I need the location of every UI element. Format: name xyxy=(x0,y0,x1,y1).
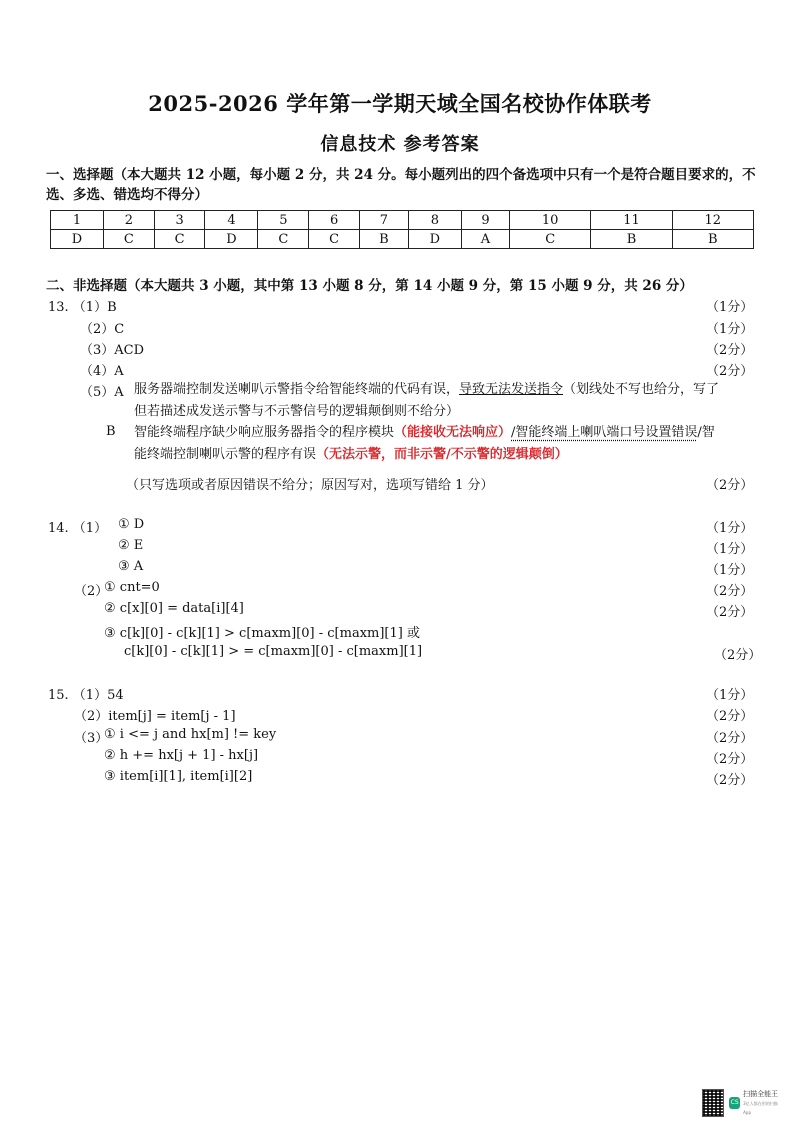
q14-part1-a-answer: ① D xyxy=(118,517,145,532)
q13-part5-b-dotted: /智能终端上喇叭端口号设置错误 xyxy=(511,425,698,440)
q13-part5-answer-b xyxy=(134,422,724,466)
q15-part3-b-answer: ② h += hx[j + 1] - hx[j] xyxy=(104,748,259,763)
q13-part2-score: （1分） xyxy=(706,322,754,337)
q13-part1-answer: 13. （1）B xyxy=(48,300,117,315)
q13-part5-answer-a xyxy=(134,379,724,423)
q13-part2 xyxy=(0,318,800,339)
q13-part5-a-text: 服务器端控制发送喇叭示警指令给智能终端的代码有误， xyxy=(134,382,460,397)
answer-table-number-cell: 6 xyxy=(309,211,360,230)
answer-table-answer-cell: D xyxy=(408,230,461,249)
q13-note-score: （2分） xyxy=(706,478,754,493)
watermark-text xyxy=(743,1090,782,1117)
q14-part1-label: 14. （1） xyxy=(48,521,108,536)
answer-table-number-row xyxy=(51,211,754,230)
q13-part5-label: （5）A xyxy=(80,385,124,400)
q14-part1-a-score: （1分） xyxy=(706,521,754,536)
scanner-watermark xyxy=(702,1086,782,1120)
q15-part3-b xyxy=(0,748,800,769)
q13-note-line xyxy=(0,474,800,495)
answer-table xyxy=(50,210,754,249)
q14-part2-a-score: （2分） xyxy=(706,584,754,599)
q13-part5-b-red-note2: （无法示警，而非示警/不示警的逻辑颠倒） xyxy=(316,447,568,462)
watermark-app-name: 扫描全能王 xyxy=(743,1089,779,1098)
q15-part3-label: （3） xyxy=(74,731,109,746)
q14-part1-b-answer: ② E xyxy=(118,538,144,553)
q14-part1-c xyxy=(0,559,800,580)
q15-part3-a xyxy=(0,727,800,748)
answer-table-number-cell: 10 xyxy=(510,211,591,230)
q14-part2-b xyxy=(0,601,800,622)
q13-part1 xyxy=(0,296,800,317)
q15-part2-score: （2分） xyxy=(706,709,754,724)
answer-table-number-cell: 2 xyxy=(103,211,154,230)
q15-part2-answer: （2）item[j] = item[j - 1] xyxy=(74,709,236,724)
q13-part4 xyxy=(0,360,800,381)
answer-table-answer-cell: C xyxy=(510,230,591,249)
q14-part2-a-answer: ① cnt=0 xyxy=(104,580,160,595)
q15-part3-c xyxy=(0,769,800,790)
answer-table-answer-cell: C xyxy=(154,230,205,249)
q14-part2-c-answer: ③ c[k][0] - c[k][1] > c[maxm][0] - c[maxm][1] 或 xyxy=(104,626,420,641)
q14-part2-b-score: （2分） xyxy=(706,605,754,620)
answer-table-number-cell: 4 xyxy=(205,211,258,230)
q13-part5-b-text: 智能终端程序缺少响应服务器指令的程序模块 xyxy=(134,425,395,440)
answer-table-answer-cell: C xyxy=(103,230,154,249)
q13-part3-answer: （3）ACD xyxy=(80,343,145,358)
q14-part1-c-answer: ③ A xyxy=(118,559,144,574)
page-subtitle: 信息技术 参考答案 xyxy=(320,134,480,155)
answer-table-answer-cell: A xyxy=(461,230,509,249)
q13-part2-answer: （2）C xyxy=(80,322,125,337)
q13-part5-a-underline: 导致无法发送指令 xyxy=(459,382,564,397)
q13-part4-score: （2分） xyxy=(706,364,754,379)
answer-table-number-cell: 5 xyxy=(258,211,309,230)
q14-part1-a xyxy=(0,517,800,538)
answer-table-number-cell: 9 xyxy=(461,211,509,230)
answer-table-number-cell: 11 xyxy=(591,211,672,230)
answer-table-answer-cell: D xyxy=(51,230,104,249)
answer-table-answer-cell: C xyxy=(258,230,309,249)
q14-part1-c-score: （1分） xyxy=(706,563,754,578)
q14-part1-b xyxy=(0,538,800,559)
q13-note: （只写选项或者原因错误不给分；原因写对，选项写错给 1 分） xyxy=(126,478,494,493)
qr-code-icon xyxy=(702,1089,724,1117)
q13-part5-a-note: （划线处不写也给分，写了但若描述成发送示警与不示警信号的逻辑颠倒则不给分） xyxy=(134,382,720,419)
q13-part3 xyxy=(0,339,800,360)
answer-table-answer-cell: B xyxy=(672,230,753,249)
answer-table-number-cell: 7 xyxy=(359,211,408,230)
section1-heading: 一、选择题（本大题共 12 小题，每小题 2 分，共 24 分。每小题列出的四个备选项中只有一个是符合题目要求的，不选、多选、错选均不得分） xyxy=(46,167,756,203)
q15-part1-score: （1分） xyxy=(706,688,754,703)
answer-table-answer-cell: B xyxy=(359,230,408,249)
q15-part3-a-score: （2分） xyxy=(706,731,754,746)
answer-table-number-cell: 8 xyxy=(408,211,461,230)
q14-part2-a xyxy=(0,580,800,601)
q14-part2-c-alt-answer: c[k][0] - c[k][1] > = c[maxm][0] - c[maxm][1] xyxy=(124,644,423,659)
answer-table-answer-cell: D xyxy=(205,230,258,249)
answer-table-number-cell: 1 xyxy=(51,211,104,230)
watermark-slogan: 3亿人都在用的扫描App xyxy=(743,1100,778,1115)
answer-table-answer-cell: C xyxy=(309,230,360,249)
answer-table-number-cell: 3 xyxy=(154,211,205,230)
q14-part2-c xyxy=(0,622,800,643)
answer-table-number-cell: 12 xyxy=(672,211,753,230)
section2-heading: 二、非选择题（本大题共 3 小题，其中第 13 小题 8 分，第 14 小题 9 分，第 15 小题 9 分，共 26 分） xyxy=(46,278,693,294)
q14-part2-c-alt xyxy=(0,644,800,665)
camscanner-logo-icon: CS xyxy=(729,1097,740,1109)
q13-part3-score: （2分） xyxy=(706,343,754,358)
q14-part2-b-answer: ② c[x][0] = data[i][4] xyxy=(104,601,244,616)
q15-part3-c-score: （2分） xyxy=(706,773,754,788)
q15-part3-c-answer: ③ item[i][1], item[i][2] xyxy=(104,769,253,784)
q15-part3-a-answer: ① i <= j and hx[m] != key xyxy=(104,727,277,742)
answer-table-answer-row xyxy=(51,230,754,249)
q14-part2-label: （2） xyxy=(74,584,109,599)
q13-part5-b-red-note1: （能接收无法响应） xyxy=(394,425,512,440)
q15-part2 xyxy=(0,705,800,726)
page-title: 2025-2026 学年第一学期天域全国名校协作体联考 xyxy=(148,91,652,116)
q13-part5-b-text2: /智能终端控制喇叭示警的程序有误 xyxy=(134,425,715,462)
q13-part1-score: （1分） xyxy=(706,300,754,315)
answer-table-answer-cell: B xyxy=(591,230,672,249)
q15-part3-b-score: （2分） xyxy=(706,752,754,767)
q15-part1 xyxy=(0,684,800,705)
q14-part1-b-score: （1分） xyxy=(706,542,754,557)
q13-part5-b-label: B xyxy=(106,424,116,439)
q14-part2-c-score: （2分） xyxy=(714,648,762,663)
q13-part4-answer: （4）A xyxy=(80,364,124,379)
q15-part1-answer: 15. （1）54 xyxy=(48,688,124,703)
